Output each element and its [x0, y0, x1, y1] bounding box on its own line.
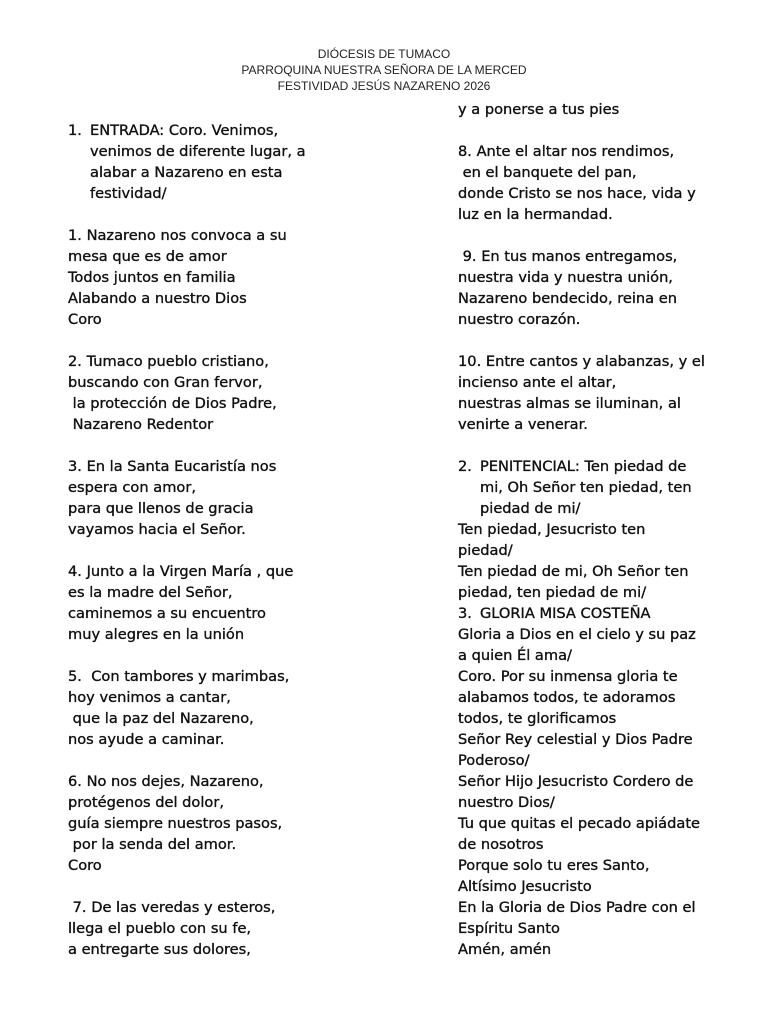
verse-line: que la paz del Nazareno, — [68, 710, 254, 727]
verse-line: a entregarte sus dolores, — [68, 941, 251, 958]
verse-line: nuestras almas se iluminan, al — [458, 395, 681, 412]
section-penitencial — [458, 456, 758, 519]
verse-line: hoy venimos a cantar, — [68, 689, 231, 706]
penitencial-body — [458, 519, 758, 603]
verse-line: piedad, ten piedad de mi/ — [458, 584, 647, 601]
verse-line: guía siempre nuestros pasos, — [68, 815, 283, 832]
verse-line: buscando con Gran fervor, — [68, 374, 263, 391]
verse-line: incienso ante el altar, — [458, 374, 617, 391]
verse-line: para que llenos de gracia — [68, 500, 254, 517]
left-column — [68, 120, 368, 960]
verse-line: Porque solo tu eres Santo, — [458, 857, 650, 874]
verse-8 — [458, 141, 758, 225]
verse-line: de nosotros — [458, 836, 544, 853]
verse-line: Ten piedad de mi, Oh Señor ten — [458, 563, 689, 580]
gloria-number: 3. — [458, 605, 472, 622]
verse-line: mesa que es de amor — [68, 248, 227, 265]
verse-line: Todos juntos en familia — [68, 269, 236, 286]
penitencial-number: 2. — [458, 458, 472, 475]
verse-line: venirte a venerar. — [458, 416, 588, 433]
verse-line: Señor Rey celestial y Dios Padre — [458, 731, 693, 748]
verse-line: Gloria a Dios en el cielo y su paz — [458, 626, 696, 643]
verse-line: nuestro corazón. — [458, 311, 581, 328]
verse-1 — [68, 225, 368, 330]
verse-2 — [68, 351, 368, 435]
verse-line: vayamos hacia el Señor. — [68, 521, 246, 538]
penitencial-heading: PENITENCIAL: Ten piedad de — [480, 458, 687, 475]
verse-line: espera con amor, — [68, 479, 196, 496]
verse-line: la protección de Dios Padre, — [68, 395, 277, 412]
verse-line: Ten piedad, Jesucristo ten — [458, 521, 646, 538]
entrada-line: venimos de diferente lugar, a — [90, 143, 306, 160]
verse-10 — [458, 351, 758, 435]
verse-line: nos ayude a caminar. — [68, 731, 225, 748]
verse-line: 7. De las veredas y esteros, — [68, 899, 276, 916]
verse-line: 3. En la Santa Eucaristía nos — [68, 458, 277, 475]
penitencial-line: mi, Oh Señor ten piedad, ten — [480, 479, 692, 496]
right-column — [458, 99, 758, 960]
verse-4 — [68, 561, 368, 645]
document-header — [0, 46, 768, 94]
verse-line: Tu que quitas el pecado apiádate — [458, 815, 701, 832]
verse-line: luz en la hermandad. — [458, 206, 613, 223]
verse-line: nuestro Dios/ — [458, 794, 555, 811]
verse-line: nuestra vida y nuestra unión, — [458, 269, 673, 286]
verse-line: 9. En tus manos entregamos, — [458, 248, 678, 265]
verse-line: caminemos a su encuentro — [68, 605, 266, 622]
verse-line: 4. Junto a la Virgen María , que — [68, 563, 294, 580]
verse-line: Nazareno bendecido, reina en — [458, 290, 677, 307]
verse-line: Alabando a nuestro Dios — [68, 290, 247, 307]
gloria-body — [458, 624, 758, 960]
penitencial-line: piedad de mi/ — [480, 500, 581, 517]
section-entrada — [68, 120, 368, 204]
verse-line: 6. No nos dejes, Nazareno, — [68, 773, 264, 790]
verse-line: Coro — [68, 857, 102, 874]
verse-line: Coro. Por su inmensa gloria te — [458, 668, 678, 685]
gloria-heading: GLORIA MISA COSTEÑA — [480, 605, 651, 622]
entrada-heading: ENTRADA: Coro. Venimos, — [90, 122, 279, 139]
entrada-line: festividad/ — [90, 185, 167, 202]
verse-line: por la senda del amor. — [68, 836, 237, 853]
festivity-title: FESTIVIDAD JESÚS NAZARENO 2026 — [277, 79, 491, 93]
verse-7 — [68, 897, 368, 960]
diocese-title: DIÓCESIS DE TUMACO — [317, 47, 451, 61]
verse-line: piedad/ — [458, 542, 513, 559]
verse-3 — [68, 456, 368, 540]
verse-line: llega el pueblo con su fe, — [68, 920, 252, 937]
verse-line: 8. Ante el altar nos rendimos, — [458, 143, 675, 160]
verse-line: Altísimo Jesucristo — [458, 878, 592, 895]
entrada-number: 1. — [68, 122, 82, 139]
verse-line: 2. Tumaco pueblo cristiano, — [68, 353, 269, 370]
verse-line: Nazareno Redentor — [68, 416, 214, 433]
parish-title: PARROQUINA NUESTRA SEÑORA DE LA MERCED — [241, 63, 527, 77]
verse-line: muy alegres en la unión — [68, 626, 245, 643]
verse-line: Coro — [68, 311, 102, 328]
verse-line: es la madre del Señor, — [68, 584, 233, 601]
verse-line: donde Cristo se nos hace, vida y — [458, 185, 696, 202]
verse-line: a quien Él ama/ — [458, 647, 572, 664]
verse-line: protégenos del dolor, — [68, 794, 224, 811]
verse-line: Señor Hijo Jesucristo Cordero de — [458, 773, 694, 790]
verse-9 — [458, 246, 758, 330]
verse-5 — [68, 666, 368, 750]
verse-line: Espíritu Santo — [458, 920, 560, 937]
verse-line: alabamos todos, te adoramos — [458, 689, 676, 706]
verse-line: En la Gloria de Dios Padre con el — [458, 899, 696, 916]
verse-line: todos, te glorificamos — [458, 710, 617, 727]
entrada-line: alabar a Nazareno en esta — [90, 164, 283, 181]
verse-line: 5. Con tambores y marimbas, — [68, 668, 290, 685]
verse-7-ending: y a ponerse a tus pies — [458, 101, 620, 118]
section-gloria — [458, 603, 758, 624]
verse-line: 10. Entre cantos y alabanzas, y el — [458, 353, 705, 370]
verse-line: 1. Nazareno nos convoca a su — [68, 227, 287, 244]
verse-line: Amén, amén — [458, 941, 552, 958]
verse-line: en el banquete del pan, — [458, 164, 637, 181]
verse-line: Poderoso/ — [458, 752, 530, 769]
verse-6 — [68, 771, 368, 876]
